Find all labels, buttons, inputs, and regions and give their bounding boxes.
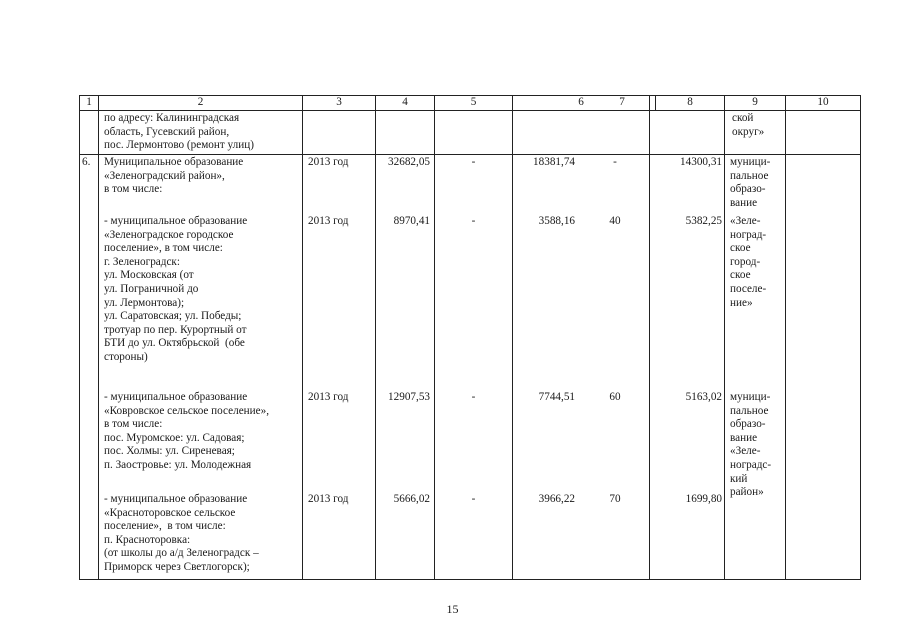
subitem-1-local: 5382,25 (685, 215, 722, 227)
col-number-2: 2 (197, 96, 204, 108)
col-number-6: 6 (578, 96, 584, 108)
col-number-10: 10 (817, 96, 829, 108)
page-number: 15 (446, 602, 459, 616)
municipality-local: 14300,31 (680, 156, 722, 168)
subitem-3-name: - муниципальное образование «Красноторовское сельское поселение», в том числе: п. Красноторовка: (от школы до а/д Зеленоградск – Приморск через Светлогорск); (104, 493, 259, 573)
municipality-regional: 18381,74 (533, 156, 575, 168)
subitem-2-total: 12907,53 (388, 391, 430, 403)
col-number-1: 1 (86, 96, 92, 108)
subitem-2-share: 60 (609, 391, 621, 403)
subitem-1-col5: - (471, 215, 476, 227)
col-number-7: 7 (619, 96, 625, 108)
municipality-name: Муниципальное образование «Зеленоградский район», в том числе: (104, 156, 244, 196)
subitem-2-year: 2013 год (308, 391, 349, 403)
municipality-share: - (613, 156, 617, 168)
municipality-total: 32682,05 (388, 156, 430, 168)
subitem-1-year: 2013 год (308, 215, 349, 227)
subitem-2-name: - муниципальное образование «Ковровское сельское поселение», в том числе: пос. Муромское: ул. Садовая; пос. Холмы: ул. Сиреневая; п. Заостровье: ул. Молодежная (104, 391, 269, 471)
col-number-4: 4 (402, 96, 408, 108)
col-number-5: 5 (470, 96, 477, 108)
municipality-year: 2013 год (308, 156, 349, 168)
program-table (79, 95, 861, 580)
subitem-1-executor: «Зеле- ноград- ское город- ское поселе- ние» (730, 215, 767, 309)
subitem-1-total: 8970,41 (393, 215, 430, 227)
subitem-3-col5: - (471, 493, 476, 505)
subitem-1-share: 40 (609, 215, 621, 227)
continuation-executor: ской округ» (732, 112, 765, 138)
col-number-9: 9 (752, 96, 758, 108)
col-number-8: 8 (687, 96, 693, 108)
subitem-1-name: - муниципальное образование «Зеленоградское городское поселение», в том числе: г. Зеленоградск: ул. Московская (от ул. Пограничной до ул. Лермонтова); ул. Саратовская; ул. Победы; тротуар по пер. Курортный от БТИ до ул. Октябрьской (обе стороны) (104, 215, 248, 363)
col-number-3: 3 (336, 96, 342, 108)
subitem-2-local: 5163,02 (685, 391, 722, 403)
subitem-3-local: 1699,80 (685, 493, 722, 505)
subitem-3-regional: 3966,22 (538, 493, 575, 505)
subitem-2-col5: - (471, 391, 476, 403)
municipality-col5: - (471, 156, 476, 168)
subitem-3-total: 5666,02 (393, 493, 430, 505)
subitem-3-year: 2013 год (308, 493, 349, 505)
subitem-2-executor: муници- пальное образо- вание «Зеле- ноградс- кий район» (730, 391, 772, 499)
subitem-3-share: 70 (609, 493, 621, 505)
continuation-address: по адресу: Калининградская область, Гусевский район, пос. Лермонтово (ремонт улиц) (104, 112, 254, 152)
subitem-1-regional: 3588,16 (538, 215, 575, 227)
row-number: 6. (82, 156, 91, 168)
municipality-executor: муници- пальное образо- вание (730, 156, 771, 209)
subitem-2-regional: 7744,51 (538, 391, 575, 403)
